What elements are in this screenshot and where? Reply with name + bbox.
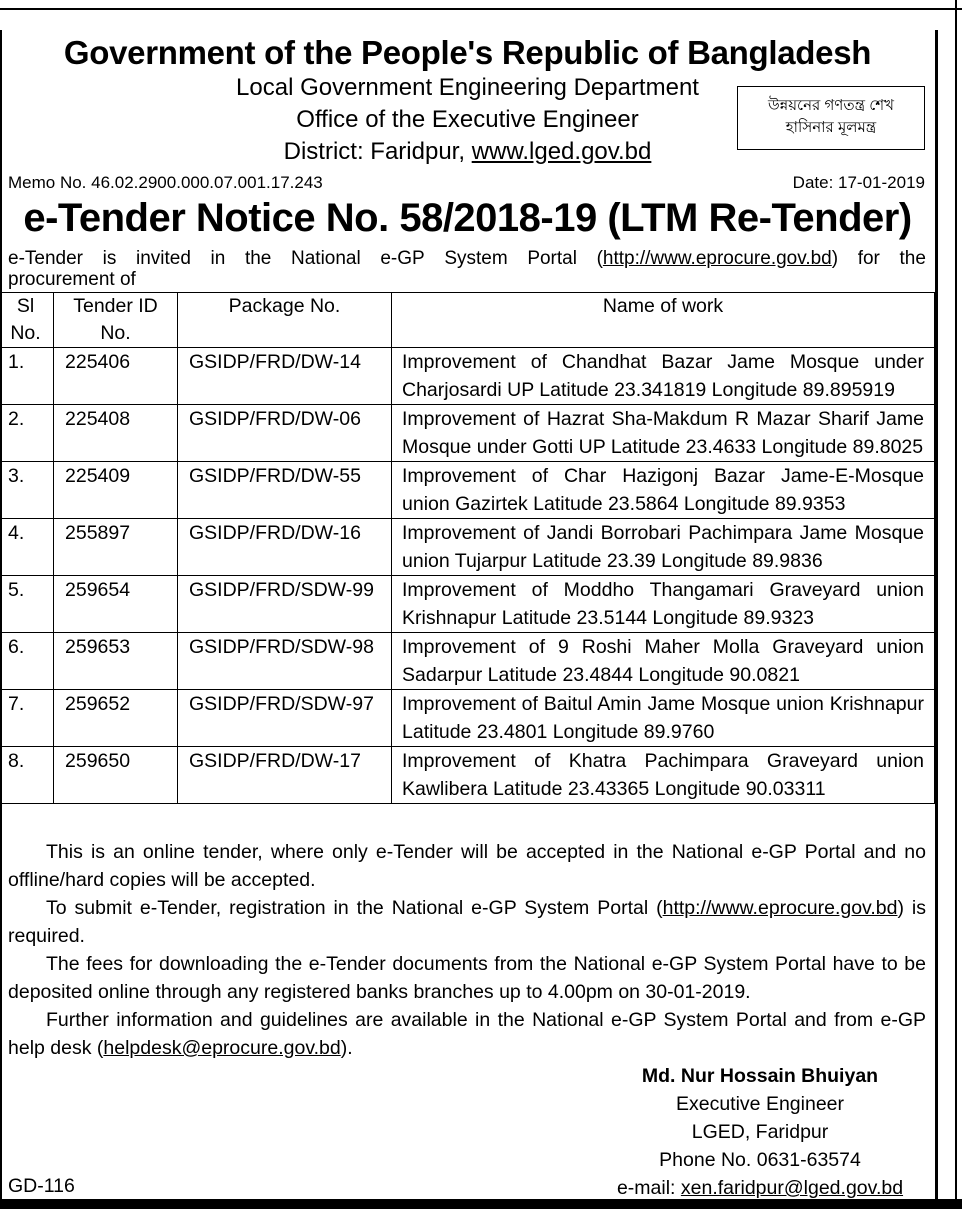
signatory-name: Md. Nur Hossain Bhuiyan — [641, 1065, 879, 1087]
cell-tender-id: 259654 — [54, 576, 178, 633]
government-heading: Government of the People's Republic of Bangladesh — [63, 34, 872, 71]
signature-block — [600, 1062, 920, 1202]
intro-word: the — [244, 248, 272, 269]
para-text: ) is required. — [8, 897, 926, 947]
para-text: To submit e-Tender, registration in the National e-GP System Portal ( — [46, 897, 663, 919]
cell-tender-id: 225409 — [54, 462, 178, 519]
para-text: ). — [340, 1037, 353, 1059]
table-row — [1, 576, 935, 633]
intro-word: e-GP — [380, 248, 425, 269]
signatory-phone: Phone No. 0631-63574 — [659, 1149, 861, 1171]
cell-sl: 1. — [1, 348, 54, 405]
signatory-title: Executive Engineer — [675, 1093, 845, 1115]
table-row — [1, 519, 935, 576]
cell-sl: 5. — [1, 576, 54, 633]
cell-sl: 8. — [1, 747, 54, 804]
table-row — [1, 690, 935, 747]
table-row — [1, 348, 935, 405]
eprocure-registration-link[interactable]: http://www.eprocure.gov.bd — [662, 897, 898, 919]
paragraph-fees: The fees for downloading the e-Tender documents from the National e-GP System Portal have to be deposited online through any registered banks branches up to 4.00pm on 30-01-2019. — [8, 953, 926, 1003]
intro-line-2: procurement of — [8, 269, 136, 290]
right-margin — [938, 30, 962, 1209]
office-name: Office of the Executive Engineer — [296, 106, 639, 133]
department-name: Local Government Engineering Department — [236, 74, 699, 101]
cell-sl: 2. — [1, 405, 54, 462]
cell-work: Improvement of Baitul Amin Jame Mosque union Krishnapur Latitude 23.4801 Longitude 89.9760 — [392, 690, 935, 747]
intro-line-1 — [8, 248, 926, 269]
intro-word: System — [444, 248, 508, 269]
cell-work: Improvement of Moddho Thangamari Graveyard union Krishnapur Latitude 23.5144 Longitude 89.9323 — [392, 576, 935, 633]
footer-code: GD-116 — [8, 1175, 75, 1197]
cell-package: GSIDP/FRD/SDW-97 — [178, 690, 392, 747]
paragraph-helpdesk — [8, 1006, 926, 1062]
cell-package: GSIDP/FRD/DW-16 — [178, 519, 392, 576]
email-label: e-mail: — [616, 1177, 681, 1199]
intro-word: invited — [135, 248, 191, 269]
table-row — [1, 462, 935, 519]
cell-package: GSIDP/FRD/DW-06 — [178, 405, 392, 462]
paragraph-registration — [8, 894, 926, 950]
cell-package: GSIDP/FRD/DW-17 — [178, 747, 392, 804]
intro-word: in — [210, 248, 226, 269]
slogan-line-2: হাসিনার মূলমন্ত্র — [785, 119, 877, 136]
cell-sl: 3. — [1, 462, 54, 519]
slogan-line-1: উন্নয়নের গণতন্ত্র শেখ — [767, 97, 895, 114]
intro-link-wrapper: (http://www.eprocure.gov.bd) — [596, 248, 839, 269]
signatory-email-link[interactable]: xen.faridpur@lged.gov.bd — [680, 1177, 904, 1199]
table-row — [1, 633, 935, 690]
cell-tender-id: 225408 — [54, 405, 178, 462]
paragraph-online-tender: This is an online tender, where only e-Tender will be accepted in the National e-GP Portal and no offline/hard copies will be accepted. — [8, 841, 926, 891]
cell-tender-id: 225406 — [54, 348, 178, 405]
cell-package: GSIDP/FRD/SDW-98 — [178, 633, 392, 690]
para-text: Further information and guidelines are available in the National e-GP System Portal and from e-GP help desk ( — [8, 1009, 926, 1059]
cell-work: Improvement of Char Hazigonj Bazar Jame-E-Mosque union Gazirtek Latitude 23.5864 Longitude 89.9353 — [392, 462, 935, 519]
notice-date: Date: 17-01-2019 — [792, 173, 925, 192]
cell-work: Improvement of 9 Roshi Maher Molla Graveyard union Sadarpur Latitude 23.4844 Longitude 90.0821 — [392, 633, 935, 690]
intro-word: for — [857, 248, 880, 269]
tender-table — [0, 292, 935, 804]
header-tender-id: Tender ID No. — [54, 293, 178, 348]
signatory-email-line — [600, 1174, 920, 1202]
cell-tender-id: 259650 — [54, 747, 178, 804]
cell-work: Improvement of Chandhat Bazar Jame Mosque under Charjosardi UP Latitude 23.341819 Longitude 89.895919 — [392, 348, 935, 405]
cell-package: GSIDP/FRD/DW-14 — [178, 348, 392, 405]
cell-tender-id: 259652 — [54, 690, 178, 747]
cell-work: Improvement of Hazrat Sha-Makdum R Mazar Sharif Jame Mosque under Gotti UP Latitude 23.4633 Longitude 89.8025 — [392, 405, 935, 462]
notice-title: e-Tender Notice No. 58/2018-19 (LTM Re-Tender) — [23, 196, 912, 240]
cell-package: GSIDP/FRD/SDW-99 — [178, 576, 392, 633]
header-sl: Sl No. — [1, 293, 54, 348]
instructions — [8, 838, 926, 1062]
cell-tender-id: 259653 — [54, 633, 178, 690]
lged-website-link[interactable]: www.lged.gov.bd — [471, 138, 652, 165]
memo-number: Memo No. 46.02.2900.000.07.001.17.243 — [8, 173, 323, 192]
intro-text — [8, 248, 926, 290]
intro-word: the — [899, 248, 926, 269]
top-rule — [0, 8, 962, 10]
helpdesk-email-link[interactable]: helpdesk@eprocure.gov.bd — [103, 1037, 341, 1059]
eprocure-link[interactable]: http://www.eprocure.gov.bd — [602, 248, 832, 269]
page-edge — [955, 0, 957, 1209]
intro-word: is — [102, 248, 117, 269]
slogan-box — [737, 86, 925, 150]
right-border — [935, 30, 938, 1205]
table-row — [1, 747, 935, 804]
signatory-org: LGED, Faridpur — [691, 1121, 829, 1143]
table-row — [1, 405, 935, 462]
cell-package: GSIDP/FRD/DW-55 — [178, 462, 392, 519]
district-label: District: Faridpur, — [283, 138, 472, 165]
header-package: Package No. — [178, 293, 392, 348]
intro-word: e-Tender — [8, 248, 83, 269]
intro-word: National — [291, 248, 361, 269]
cell-work: Improvement of Khatra Pachimpara Graveyard union Kawlibera Latitude 23.43365 Longitude 90.03311 — [392, 747, 935, 804]
intro-word: Portal — [527, 248, 577, 269]
bottom-rule — [0, 1199, 962, 1209]
cell-tender-id: 255897 — [54, 519, 178, 576]
cell-sl: 7. — [1, 690, 54, 747]
cell-sl: 6. — [1, 633, 54, 690]
header-work: Name of work — [392, 293, 935, 348]
cell-work: Improvement of Jandi Borrobari Pachimpara Jame Mosque union Tujarpur Latitude 23.39 Longitude 89.9836 — [392, 519, 935, 576]
table-header-row — [1, 293, 935, 348]
cell-sl: 4. — [1, 519, 54, 576]
